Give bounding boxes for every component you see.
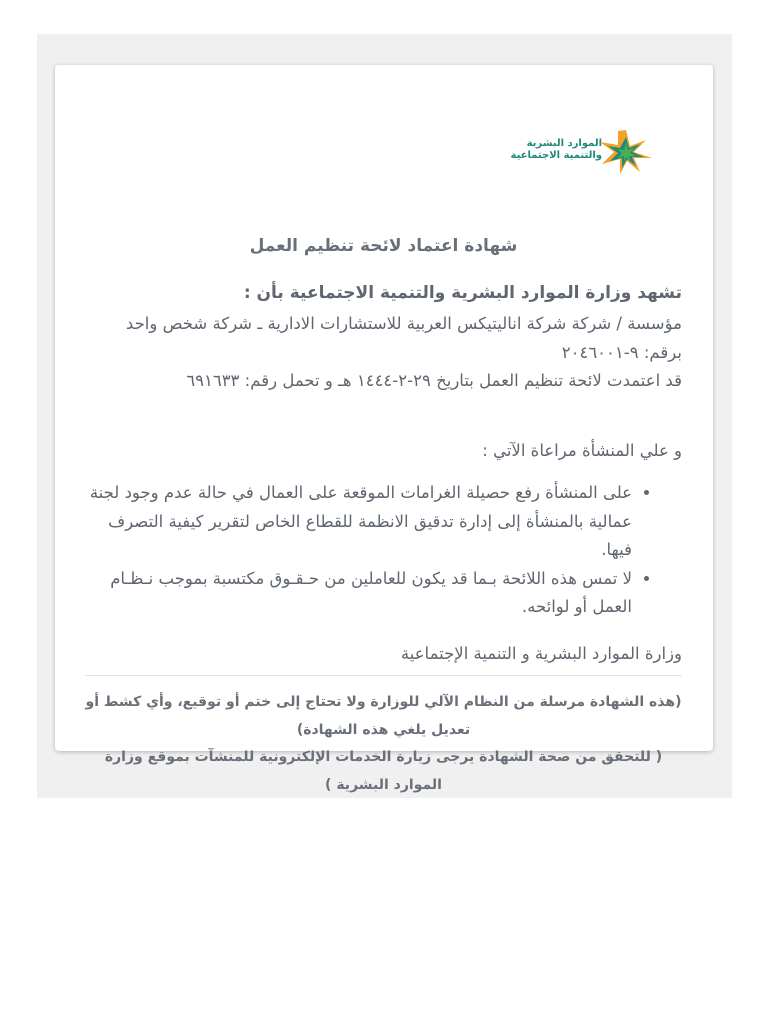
list-item: • لا تمس هذه اللائحة بـما قد يكون للعاملين من حـقـوق مكتسبة بموجب نـظـام العمل أو لوائحه. xyxy=(85,565,632,622)
logo-line-2: والتنمية الاجتماعية xyxy=(510,150,602,161)
obligations-heading: و علي المنشأة مراعاة الآتي : xyxy=(482,441,682,460)
certificate-title: شهادة اعتماد لائحة تنظيم العمل xyxy=(249,236,518,256)
divider xyxy=(85,675,682,676)
obligations-list xyxy=(85,479,682,622)
intro-body xyxy=(85,310,682,396)
list-item: • على المنشأة رفع حصيلة الغرامات الموقعة على العمال في حالة عدم وجود لجنة عمالية بالمنشأة إلى إدارة تدقيق الانظمة للقطاع الخاص لتقرير كيفية التصرف فيها. xyxy=(85,479,632,565)
logo-text xyxy=(482,138,602,162)
intro-heading: تشهد وزارة الموارد البشرية والتنمية الاجتماعية بأن : xyxy=(243,283,682,303)
establishment-line: مؤسسة / شركة شركة اناليتيكس العربية للاستشارات الادارية ـ شركة شخص واحد برقم: ٩-٢٠٤٦٠٠١ xyxy=(125,314,682,362)
star-logo-icon xyxy=(596,128,656,174)
logo-line-1: الموارد البشرية xyxy=(526,138,602,149)
approval-line: قد اعتمدت لائحة تنظيم العمل بتاريخ ٢٩-٢-١٤٤٤ هـ و تحمل رقم: ٦٩١٦٣٣ xyxy=(186,371,682,390)
auto-issue-notice: (هذه الشهادة مرسلة من النظام الآلي للوزارة ولا تحتاج إلى ختم أو توقيع، وأي كشط أو تعديل يلغي هذه الشهادة) xyxy=(85,694,682,738)
ministry-logo xyxy=(510,128,660,174)
verification-notice: ( للتحقق من صحة الشهادة يرجى زيارة الخدمات الإلكترونية للمنشآت بموقع وزارة الموارد البشرية ) xyxy=(104,749,663,793)
ministry-name: وزارة الموارد البشرية و التنمية الإجتماعية xyxy=(400,644,682,663)
